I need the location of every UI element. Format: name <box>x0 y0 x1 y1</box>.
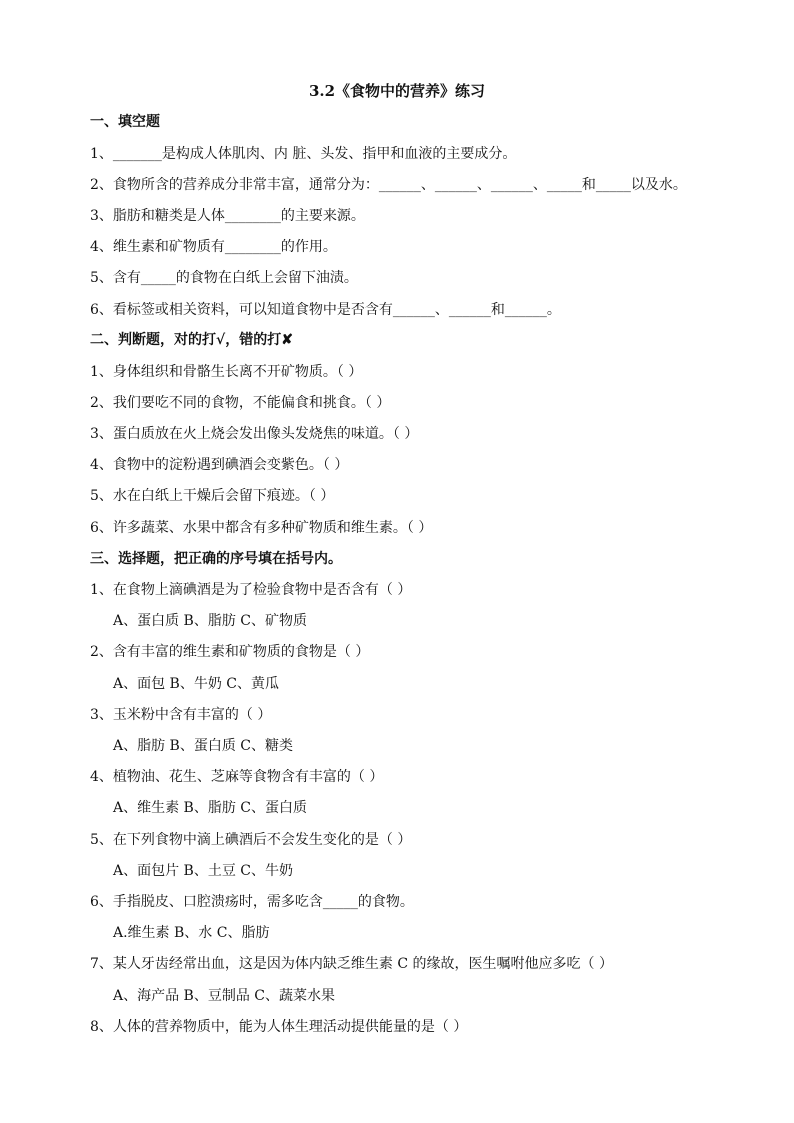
section-heading-true-false: 二、判断题，对的打√，错的打✘ <box>90 332 293 348</box>
choice-question: 1、在食物上滴碘酒是为了检验食物中是否含有（ ） <box>90 582 412 598</box>
fill-blank-question: 4、维生素和矿物质有________的作用。 <box>90 239 337 255</box>
true-false-question: 6、许多蔬菜、水果中都含有多种矿物质和维生素。（ ） <box>90 520 433 536</box>
fill-blank-question: 6、看标签或相关资料，可以知道食物中是否含有______、______和______。 <box>90 302 561 318</box>
choice-options: A、脂肪 B、蛋白质 C、糖类 <box>113 738 294 754</box>
page-title: 3.2《食物中的营养》练习 <box>308 82 486 100</box>
true-false-question: 3、蛋白质放在火上烧会发出像头发烧焦的味道。（ ） <box>90 426 419 442</box>
choice-question: 2、含有丰富的维生素和矿物质的食物是（ ） <box>90 644 370 660</box>
section-heading-fill-blank: 一、填空题 <box>90 114 160 130</box>
fill-blank-question: 5、含有_____的食物在白纸上会留下油渍。 <box>90 270 358 286</box>
fill-blank-question: 3、脂肪和糖类是人体________的主要来源。 <box>90 208 365 224</box>
choice-question: 8、人体的营养物质中，能为人体生理活动提供能量的是（ ） <box>90 1019 468 1035</box>
fill-blank-question: 1、_______是构成人体肌肉、内 脏、头发、指甲和血液的主要成分。 <box>90 146 517 162</box>
true-false-question: 2、我们要吃不同的食物，不能偏食和挑食。（ ） <box>90 395 391 411</box>
choice-question: 7、某人牙齿经常出血，这是因为体内缺乏维生素 C 的缘故，医生嘱咐他应多吃（ ） <box>90 956 613 972</box>
choice-question: 6、手指脱皮、口腔溃疡时，需多吃含_____的食物。 <box>90 894 414 910</box>
choice-question: 3、玉米粉中含有丰富的（ ） <box>90 707 272 723</box>
choice-options: A、蛋白质 B、脂肪 C、矿物质 <box>113 613 308 629</box>
choice-options: A、面包 B、牛奶 C、黄瓜 <box>113 676 280 692</box>
section-heading-multiple-choice: 三、选择题，把正确的序号填在括号内。 <box>90 551 342 567</box>
choice-options: A、海产品 B、豆制品 C、蔬菜水果 <box>113 988 336 1004</box>
choice-options: A、维生素 B、脂肪 C、蛋白质 <box>113 800 308 816</box>
choice-question: 5、在下列食物中滴上碘酒后不会发生变化的是（ ） <box>90 832 412 848</box>
true-false-question: 4、食物中的淀粉遇到碘酒会变紫色。（ ） <box>90 457 349 473</box>
choice-options: A、面包片 B、土豆 C、牛奶 <box>113 863 294 879</box>
true-false-question: 1、身体组织和骨骼生长离不开矿物质。（ ） <box>90 364 363 380</box>
true-false-question: 5、水在白纸上干燥后会留下痕迹。（ ） <box>90 488 335 504</box>
fill-blank-question: 2、食物所含的营养成分非常丰富，通常分为：______、______、______、_____和_____以及水。 <box>90 177 687 193</box>
choice-question: 4、植物油、花生、芝麻等食物含有丰富的（ ） <box>90 769 384 785</box>
choice-options: A.维生素 B、水 C、脂肪 <box>113 925 270 941</box>
